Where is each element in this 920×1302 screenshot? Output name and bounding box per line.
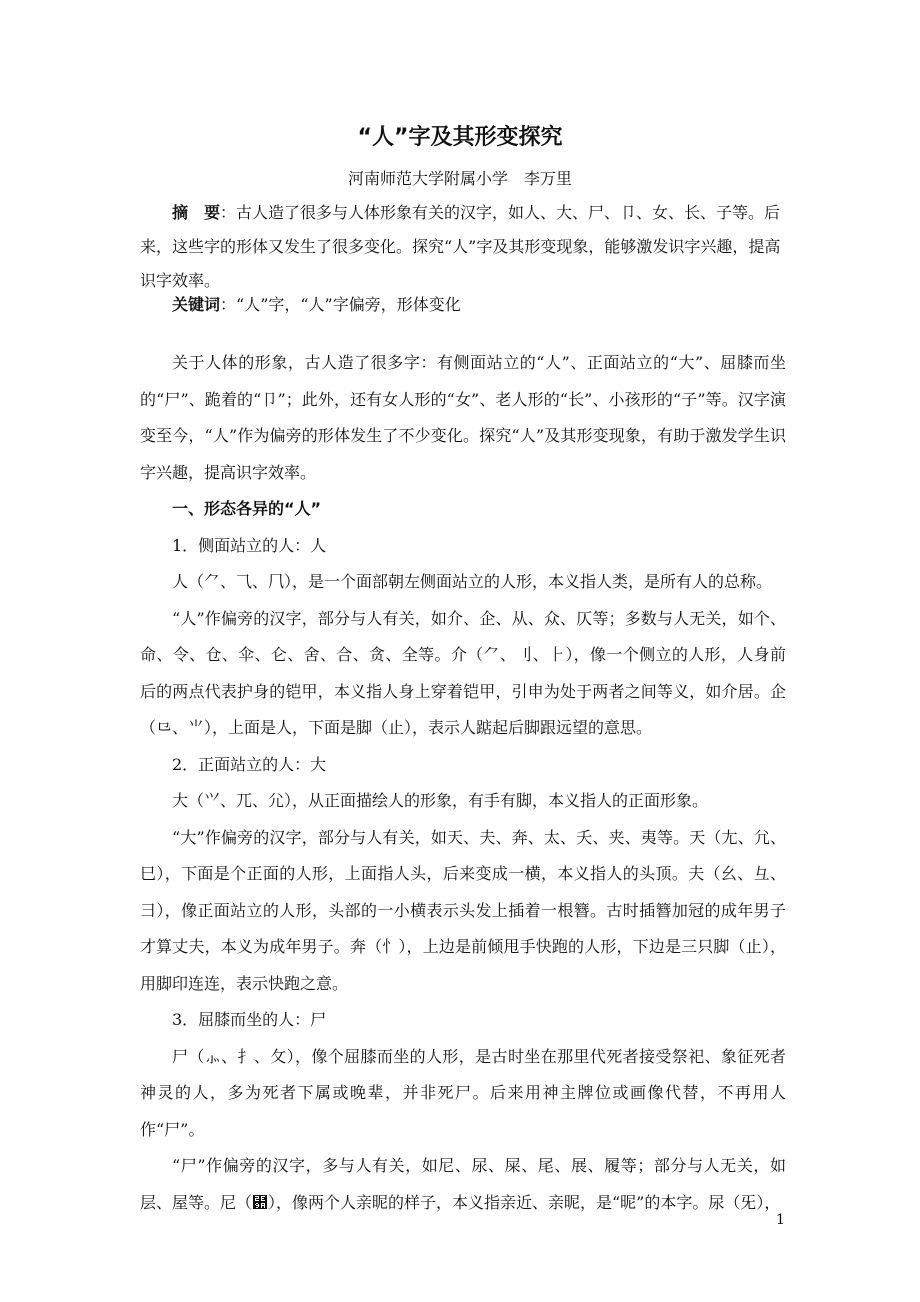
keywords-label: 关键词 <box>172 295 221 314</box>
body-text <box>140 345 786 1221</box>
author-line: 河南师范大学附属小学 李万里 <box>347 169 572 188</box>
paragraph: “尸”作偏旁的汉字，多与人有关，如尼、尿、屎、尾、展、履等；部分与人无关，如层、屋等。尼（⺚），像两个人亲昵的样子，本义指亲近、亲昵，是“昵”的本字。尿（⺛）， <box>140 1156 786 1212</box>
paragraph: 关于人体的形象，古人造了很多字：有侧面站立的“人”、正面站立的“大”、屈膝而坐的“尸”、跪着的“卩”；此外，还有女人形的“女”、老人形的“长”、小孩形的“子”等。汉字演变至今，“人”作为偏旁的形体发生了不少变化。探究“人”及其形变现象，有助于激发学生识字兴趣，提高识字效率。 <box>140 353 786 482</box>
page-number: 1 <box>776 1212 785 1228</box>
paragraph: “大”作偏旁的汉字，部分与人有关，如天、夫、奔、太、夭、夹、夷等。天（⺐、⺑、⺒），下面是个正面的人形，上面指人头，后来变成一横，本义指人的头顶。夫（⺓、⺔、⺕），像正面站立的人形，头部的一小横表示头发上插着一根簪。古时插簪加冠的成年男子才算丈夫，本义为成年男子。奔（⺖），上边是前倾甩手快跑的人形，下边是三只脚（止），用脚印连连，表示快跑之意。 <box>140 827 786 993</box>
subsection-heading: 3．屈膝而坐的人：尸 <box>172 1010 327 1029</box>
paragraph: 大（⺍、⺎、⺏），从正面描绘人的形象，有手有脚，本义指人的正面形象。 <box>172 791 709 810</box>
paragraph: 人（⺈、⺄、⺇），是一个面部朝左侧面站立的人形，本义指人类，是所有人的总称。 <box>172 572 773 591</box>
keywords <box>140 288 786 322</box>
section-heading: 一、形态各异的“人” <box>172 499 322 518</box>
paragraph: “人”作偏旁的汉字，部分与人有关，如介、企、从、众、仄等；多数与人无关，如个、命、令、仓、伞、仑、舍、合、贪、全等。介（⺈、⺉、⺊），像一个侧立的人形，人身前后的两点代表护身的铠甲，本义指人身上穿着铠甲，引申为处于两者之间等义，如介居。企（⺋、⺌），上面是人，下面是脚（止），表示人踮起后脚跟远望的意思。 <box>140 608 786 737</box>
abstract-label: 摘 要 <box>172 203 221 222</box>
page-title: “人”字及其形变探究 <box>357 125 563 150</box>
keywords-text: ：“人”字，“人”字偏旁，形体变化 <box>220 295 461 314</box>
subsection-heading: 2．正面站立的人：大 <box>172 754 327 774</box>
subsection-heading: 1．侧面站立的人：人 <box>172 535 327 555</box>
abstract-text: ：古人造了很多与人体形象有关的汉字，如人、大、尸、卩、女、长、子等。后来，这些字的形体又发生了很多变化。探究“人”字及其形变现象，能够激发识字兴趣，提高识字效率。 <box>140 203 781 290</box>
paragraph: 尸（⺗、⺘、⺙），像个屈膝而坐的人形，是古时坐在那里代死者接受祭祀、象征死者神灵的人，多为死者下属或晚辈，并非死尸。后来用神主牌位或画像代替，不再用人作“尸”。 <box>140 1046 786 1139</box>
abstract <box>140 196 786 298</box>
